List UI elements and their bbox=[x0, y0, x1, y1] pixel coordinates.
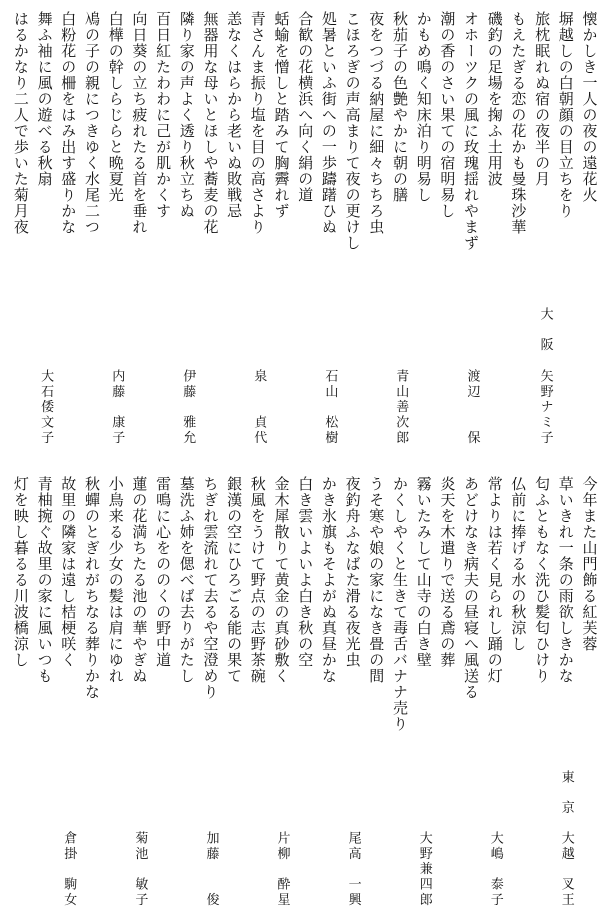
haiku-column: かき氷旗もそよがぬ真昼かな bbox=[319, 476, 338, 684]
haiku-column: 向日葵の立ち疲れたる首を垂れ bbox=[130, 11, 149, 235]
author-name: 大嶋 泰子 bbox=[487, 831, 503, 908]
haiku-column: 懐かしき一人の夜の遠花火 bbox=[580, 11, 599, 203]
author-name: 大石倭文子 bbox=[38, 369, 54, 446]
haiku-column: 蛞蝓を憎しと踏みて胸霽れず bbox=[272, 11, 291, 219]
haiku-column: 無器用な母いとほしや蕎麦の花 bbox=[201, 11, 220, 235]
author-name: 泉 貞代 bbox=[251, 369, 267, 446]
haiku-column: 青さんま振り塩を目の高さより bbox=[248, 11, 267, 235]
haiku-column: 処暑といふ街への一歩躊躇ひぬ bbox=[319, 11, 338, 235]
author-name: 片柳 酔星 bbox=[274, 831, 290, 908]
haiku-column: 炎天を木遣りで送る鳶の葬 bbox=[438, 476, 457, 668]
haiku-column: かもめ鳴く知床泊り明易し bbox=[414, 11, 433, 203]
haiku-column: 灯を映し暮るる川波橋涼し bbox=[11, 476, 30, 668]
haiku-column: かくしやくと生きて毒舌バナナ売り bbox=[391, 476, 409, 732]
haiku-column: 銀漢の空にひろごる能の果て bbox=[225, 476, 244, 684]
haiku-column: 金木犀散りて黄金の真砂敷く bbox=[272, 476, 291, 684]
author-name: 加藤 俊 bbox=[203, 831, 219, 908]
haiku-column: 常よりは若く見られし踊の灯 bbox=[485, 476, 504, 684]
haiku-column: ちぎれ雲流れて去るや空澄めり bbox=[201, 476, 220, 700]
author-name: 尾高 一興 bbox=[345, 831, 361, 908]
haiku-column: 白樺の幹しらじらと晩夏光 bbox=[106, 11, 125, 203]
haiku-column: 故里の隣家は遠し桔梗咲く bbox=[59, 476, 78, 668]
haiku-column: 仏前に捧げる水の秋涼し bbox=[509, 476, 528, 652]
haiku-column: 今年また山門飾る紅芙蓉 bbox=[580, 476, 599, 652]
author-name: 内藤 康子 bbox=[109, 369, 125, 446]
haiku-column: こほろぎの声高まりて夜の更けし bbox=[343, 11, 362, 251]
author-name: 菊池 敏子 bbox=[132, 831, 148, 908]
author-name: 青山善次郎 bbox=[393, 369, 409, 446]
haiku-column: 小鳥来る少女の髪は肩にゆれ bbox=[106, 476, 125, 684]
haiku-column: 恙なくはらから老いぬ敗戦忌 bbox=[225, 11, 244, 219]
haiku-column: 鳰の子の親につきゆく水尾二つ bbox=[83, 11, 101, 235]
haiku-column: うそ寒や娘の家になき畳の間 bbox=[367, 476, 386, 684]
haiku-column: 夜釣舟ふなばた滑る夜光虫 bbox=[343, 476, 362, 668]
author-name: 渡辺 保 bbox=[464, 369, 480, 446]
haiku-column: 合歓の花横浜へ向く絹の道 bbox=[296, 11, 315, 203]
haiku-column: 磯釣の足場を掬ふ土用波 bbox=[485, 11, 504, 187]
haiku-column: 秋風をうけて野点の志野茶碗 bbox=[248, 476, 267, 684]
haiku-column: もえたぎる恋の花かも曼珠沙華 bbox=[509, 11, 528, 235]
haiku-column: 塀越しの白朝顔の目立ちをり bbox=[556, 11, 575, 219]
haiku-column: 蓮の花満ちたる池の華やぎぬ bbox=[130, 476, 149, 684]
author-name: 矢野ナミ子 bbox=[537, 369, 553, 446]
region-label: 大 阪 bbox=[537, 307, 553, 354]
haiku-column: あどけなき病夫の昼寝へ風送る bbox=[462, 476, 480, 700]
haiku-column: 秋茄子の色艶やかに朝の膳 bbox=[391, 11, 409, 203]
haiku-column: 潮の香のさい果ての宿明易し bbox=[438, 11, 457, 219]
haiku-column: 匂ふともなく洗ひ髪匂ひけり bbox=[533, 476, 552, 684]
haiku-column: 秋蟬のとぎれがちなる葬りかな bbox=[83, 476, 101, 700]
haiku-column: 青柚捥ぐ故里の家に風いつも bbox=[35, 476, 54, 684]
author-name: 倉掛 駒女 bbox=[61, 831, 77, 908]
haiku-column: はるかなり二人で歩いた菊月夜 bbox=[11, 11, 30, 235]
haiku-column: 草いきれ一条の雨欲しきかな bbox=[556, 476, 575, 684]
author-name: 伊藤 雅允 bbox=[180, 369, 196, 446]
region-label: 東 京 bbox=[558, 770, 574, 817]
author-name: 大野兼四郎 bbox=[416, 831, 432, 908]
haiku-column: 旅枕眠れぬ宿の夜半の月 bbox=[533, 11, 552, 187]
haiku-column: 白き雲いよいよ白き秋の空 bbox=[296, 476, 315, 668]
haiku-column: 夜をつづる納屋に細々ちちろ虫 bbox=[367, 11, 386, 235]
haiku-column: 舞ふ袖に風の遊べる秋扇 bbox=[35, 11, 54, 187]
haiku-column: 百日紅たわわに己が肌かくす bbox=[154, 11, 173, 219]
haiku-column: 霧いたみして山寺の白き壁 bbox=[414, 476, 433, 668]
haiku-column: オホーツクの風に玫瑰揺れやまず bbox=[462, 11, 480, 251]
author-name: 石山 松樹 bbox=[322, 369, 338, 446]
haiku-column: 墓洗ふ姉を偲べば去りがたし bbox=[177, 476, 196, 684]
haiku-column: 白粉花の柵をはみ出す盛りかな bbox=[59, 11, 78, 235]
haiku-column: 雷鳴に心をののくの野中道 bbox=[154, 476, 173, 668]
haiku-column: 隣り家の声よく透り秋立ちぬ bbox=[177, 11, 196, 219]
author-name: 大越 叉王 bbox=[558, 831, 574, 908]
